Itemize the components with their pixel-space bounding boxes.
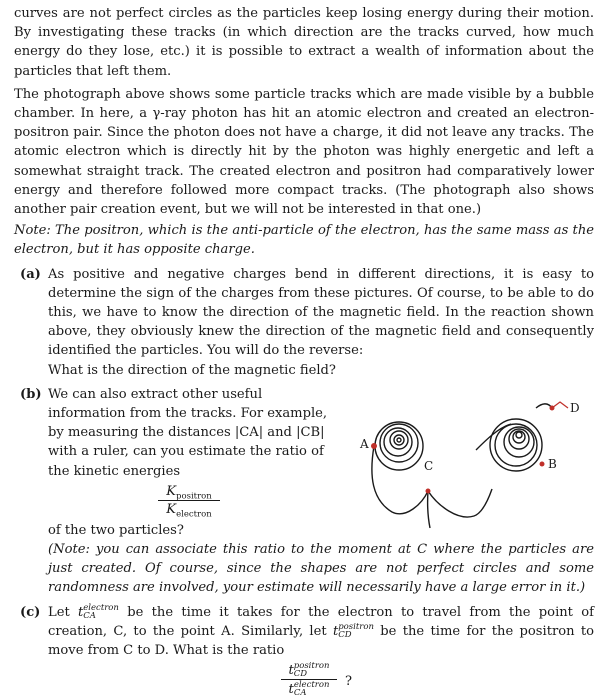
t-sub-ca: CA — [83, 611, 96, 622]
particle-track-diagram — [336, 388, 596, 533]
fraction-numerator-subscript: positron — [176, 491, 212, 502]
question-a — [14, 265, 594, 380]
t-sup-electron: electron — [293, 680, 330, 691]
question-b-note: (Note: you can associate this ratio to the moment at C where the particles are just created. Of course, since the shapes are not perfect circles and some randomness are involved, your estimate will necessarily have a large error in it.) — [48, 542, 594, 596]
t-sup-positron: positron — [338, 622, 374, 633]
question-a-question: What is the direction of the magnetic field? — [48, 362, 336, 378]
energy-ratio-fraction — [154, 483, 224, 520]
t-sup-electron: electron — [83, 603, 119, 614]
note-positron: Note: The positron, which is the anti-particle of the electron, has the same mass as the electron, but it has opposite charge. — [14, 223, 594, 258]
point-d-marker — [550, 406, 555, 411]
question-c-text-2: be the time it takes for the electron to travel from the point of creation, C, to the point A. Similarly, let — [48, 604, 594, 639]
label-c: C — [424, 459, 434, 473]
positron-track — [428, 489, 492, 517]
question-a-text: As positive and negative charges bend in different directions, it is easy to determine the sign of the charges from these pictures. Of course, to be able to do this, we have to know the direction of the magnetic field. In the reaction shown above, they obviously knew the direction of the magnetic field and consequently identified the particles. You will do the reverse: — [48, 266, 594, 359]
positron-entry-track — [476, 424, 511, 450]
question-c-text-3: be the time for the positron to move from C to D. What is the ratio — [48, 623, 594, 659]
point-c-marker — [426, 489, 431, 494]
positron-spiral — [490, 419, 542, 471]
question-b-after: of the two particles? — [48, 522, 184, 538]
question-c — [14, 603, 594, 698]
t-sub-cd: CD — [293, 669, 308, 680]
question-c-text — [48, 603, 594, 661]
paragraph-bubble-chamber: The photograph above shows some particle tracks which are made visible by a bubble chamber. In here, a γ-ray photon has hit an atomic electron and created an electron-positron pair. Since the photon does not have a charge, it did not leave any tracks. The atomic electron which is directly hit by the photon was highly energetic and left a somewhat straight track. The created electron and positron had comparatively lower energy and therefore followed more compact tracks. (The photograph also shows another pair creation event, but we will not be interested in that one.) — [14, 86, 594, 218]
label-d: D — [570, 401, 580, 415]
t-symbol: t — [78, 604, 84, 620]
t-sub-ca: CA — [293, 688, 307, 699]
time-ratio-fraction — [274, 661, 352, 699]
point-a-marker — [371, 443, 377, 449]
document-page — [14, 4, 594, 697]
question-mark: ? — [344, 674, 352, 690]
t-symbol: t — [288, 662, 294, 678]
t-electron-ca — [78, 605, 119, 620]
t-symbol: t — [288, 681, 294, 697]
incoming-track — [428, 491, 430, 528]
label-b: B — [548, 457, 557, 471]
question-c-label: (c) — [20, 604, 41, 620]
electron-spiral — [375, 422, 423, 470]
question-b-label: (b) — [20, 386, 42, 402]
pointer-d-line — [552, 402, 568, 408]
paragraph-intro: curves are not perfect circles as the particles keep losing energy during their motion. By investigating these tracks (in which direction are the tracks curved, how much energy do they lose, etc.) it is possible to extract a wealth of information about the particles that left them. — [14, 6, 594, 79]
fraction-denominator-subscript: electron — [176, 509, 212, 520]
question-c-text-1: Let — [48, 604, 70, 620]
t-positron-cd — [333, 624, 374, 639]
fraction-numerator-symbol: K — [166, 483, 177, 499]
t-sub-cd: CD — [338, 630, 352, 641]
point-b-marker — [540, 462, 545, 467]
fraction-denominator-symbol: K — [166, 501, 177, 517]
label-a: A — [360, 437, 369, 451]
t-sup-positron: positron — [293, 661, 330, 672]
question-b-text: We can also extract other useful information from the tracks. For example, by measuring the distances |CA| and |CB| with a ruler, can you estimate the ratio of the kinetic energies — [48, 386, 328, 479]
t-symbol: t — [332, 623, 339, 639]
question-a-label: (a) — [20, 266, 41, 282]
